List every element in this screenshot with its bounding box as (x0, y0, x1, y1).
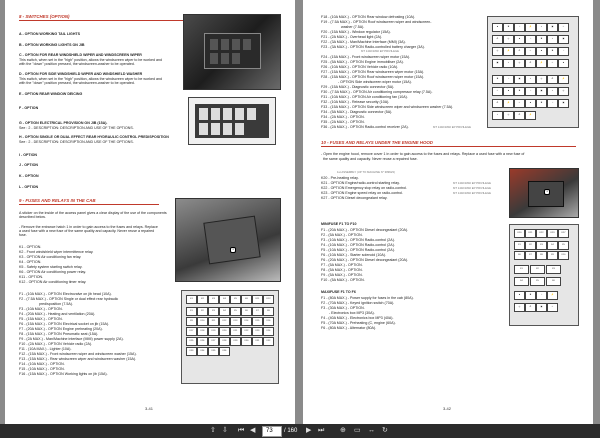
serial-note: MT 1440/1840 EP PRIVILEGE (453, 186, 491, 190)
switch-h: H - OPTION SINGLE OR DUAL EFFECT REAR HYDRAULIC CONTROL PREDISPOSITION (19, 135, 169, 139)
right-page (303, 0, 593, 424)
fuse-row: F23 - (3A MAX.) - OPTION Radio-controlled battery charger (3A). (321, 45, 425, 49)
down-arrow-icon[interactable]: ⇩ (222, 427, 228, 434)
fuse-row: F2 - (70A MAX.) - Keyed ignition switch (70A). (321, 301, 395, 305)
total-pages: / 160 (284, 428, 298, 434)
fuse-row: F36 - (2A MAX.) - OPTION Radio-control receiver (2A). (321, 125, 409, 129)
fuse-row: F4 - (20A MAX.) - Heating and ventilation (20A). (19, 312, 96, 316)
fuse-row: F29 - (15A MAX.) - Diagnostic connector (5A). (321, 85, 395, 89)
zoom-in-icon[interactable]: ⊕ (340, 427, 346, 434)
fuse-row: F30 - (7.5A MAX.) - OPTION Air conditioning compressor relay (7.5A). (321, 90, 433, 94)
fuse-row: F4 - (10A MAX.) - OPTION Radio-control (2A). (321, 243, 395, 247)
fuse-row: F6 - (15A MAX.) - OPTION Electrical socket on jib (15A). (19, 322, 110, 326)
switch-d-text-2: with the "down" position pressed, the windscreen-washer to be operated. (19, 81, 135, 85)
fuse-row: F31 - (10A MAX.) - OPTION Air conditioning fan (10A). (321, 95, 408, 99)
section-9-text-1: A sticker on the inside of the access panel gives a clear display of the use of the components (19, 211, 167, 215)
serial-note: MT 1440/1840 EP PRIVILEGE (453, 181, 491, 185)
engine-fuse-diagram: K20 K21 K22 K23 K27 F1 F2 F3 F4 F5 F6 F7 F8 F9 F10 F1 F2 F3 F4 F5 F6 ▲ ✱ ☼ ⚡ ◎ ⚙ ▣ ♨ (509, 224, 579, 326)
switch-b: B - OPTION WORKING LIGHTS ON JIB (19, 43, 85, 47)
fuse-row: F3 - (10A MAX.) - OPTION. (19, 307, 63, 311)
switch-k: K - OPTION (19, 174, 39, 178)
fuse-row: F1 - (20A MAX.) - OPTION Diesel decongealant (20A). (321, 228, 409, 232)
fuse-row: F8 - (15A MAX.) - OPTION Pneumatic seat (15A). (19, 332, 99, 336)
fuse-row: F4 - (40A MAX.) - Electronics box MP3 (40A). (321, 316, 394, 320)
fuse-row: F1 - (80A MAX.) - Power supply for fuses in the cab (80A). (321, 296, 414, 300)
fuse-row: F34 - (2A MAX.) - OPTION. (321, 115, 365, 119)
fuse-row: F2 - (5A MAX.) - OPTION. (321, 233, 363, 237)
section-10-title: 10 - FUSES AND RELAYS UNDER THE ENGINE HOOD (321, 140, 433, 145)
fuse-row: F20 - (15A MAX.) - Window regulator (15A). (321, 30, 391, 34)
cab-fuse-legend-diagram: ▲ ✱ ☼ ⚡ ◐ ▣ ♨ ⚙ ◎ ▲ ☼ ✱ ◐ ▣ ◎ ⚡ ⚙ ♨ ▲ ✱ ☼ ▣ ◐ ◎ ⚙ ⚡ ♨ ▲ ✱ ☼ ▣ ◐ ◎ ⚙ ⚡ ♨ ▲ ✱ ☼ ▣ ◐ ◎ ⚙ ⚡ ♨ ▲ ✱ ☼ ▣ ◐ ◎ ⚙ ⚡ (487, 16, 579, 128)
switch-e: E - OPTION REAR WINDOW DEICING (19, 92, 83, 96)
section-9-text2-2: a used fuse with a new fuse of the same quality and capacity. Never reuse a repaired (19, 229, 155, 233)
switch-j: J - OPTION (19, 163, 38, 167)
fuse-row: F9 - (5A MAX.) - OPTION. (321, 273, 363, 277)
fuse-row: F19 - (7.5A MAX.) - OPTION Roof windscreen wiper and windscreen- (321, 20, 432, 24)
engine-hood-photo: 1 (509, 168, 579, 218)
fuse-row: - Electronics box MP3 (30A). (321, 311, 375, 315)
fuse-row: F21 - (2A MAX.) - Overhead light (2A). (321, 35, 383, 39)
prev-page-icon[interactable]: ◀ (250, 427, 256, 434)
relay-row: K12 - OPTION Air conditioning timer relay. (19, 280, 87, 284)
assembly-note: 1st ASSEMBLY (UP TO MACHINE N° 389923) (337, 170, 395, 174)
relay-row: K23 - OPTION Engine speed relay on radio-control. (321, 191, 404, 195)
fuse-row: F22 - (3A MAX.) - Man/Machine Interface (MMI) (3A). (321, 40, 406, 44)
fuse-row: washer (7.5A). (321, 25, 365, 29)
fit-page-icon[interactable]: ▭ (354, 427, 361, 434)
relay-row: K20 - Pre-heating relay. (321, 176, 359, 180)
fuse-row: F24 - (15A MAX.) - Front windscreen wiper motor (15A). (321, 55, 411, 59)
section-8-title: 8 - SWITCHES (OPTION) (19, 14, 70, 19)
fuse-row: F5 - (15A MAX.) - OPTION. (19, 317, 63, 321)
relay-row: K6 - OPTION Air conditioning power relay. (19, 270, 87, 274)
fuse-row: F5 - (70A MAX.) - Preheating (C, engine (60A). (321, 321, 396, 325)
switch-i: I - OPTION (19, 153, 37, 157)
relay-row: K27 - OPTION Diesel decongealant relay. (321, 196, 388, 200)
cab-fuse-diagram: K1 K2 K3 K4 K5 K6 K11 K12 F1 F2 F3 F4 F5 F6 F7 F8 F9 F10 F11 F12 F13 F14 F15 F16 F17 F18 F19 F20 F21 F22 F23 F24 F25 F26 F27 F28 F29 F30 F31 F32 F33 F34 F35 F36 (181, 290, 279, 384)
relay-row: K5 - Safety system starting switch relay. (19, 265, 83, 269)
viewer-toolbar (0, 424, 600, 438)
fuse-row: F3 - (30A MAX.) - OPTION. (321, 306, 365, 310)
section-9-title: 9 - FUSES AND RELAYS IN THE CAB (19, 198, 96, 203)
fuse-row: F35 - (2A MAX.) - OPTION. (321, 120, 365, 124)
maxifuse-title: MAXIFUSE F1 TO F6 (321, 290, 356, 294)
fuse-row: F6 - (10A MAX.) - Starter solenoid (10A). (321, 253, 386, 257)
fuse-row: F6 - (80A MAX.) - Alternator (80A). (321, 326, 377, 330)
switch-f: F - OPTION (19, 106, 39, 110)
fuse-row: F7 - (5A MAX.) - OPTION. (321, 263, 363, 267)
fuse-row: F2 - (7.5A MAX.) - OPTION Single or dual effect rear hydraulic (19, 297, 119, 301)
left-page (5, 0, 295, 424)
cab-access-photo: 1 (175, 198, 281, 282)
section-9-text2-1: - Remove the entrance hatch 1 in order to gain access to the fuses and relays. Replace (19, 225, 158, 229)
rotate-icon[interactable]: ↻ (382, 427, 388, 434)
fuse-row: F11 - (10A MAX.) - Lighter (10A). (19, 347, 72, 351)
section-9-text-2: described below. (19, 215, 46, 219)
fuse-row: F12 - (15A MAX.) - Front windscreen wiper and windscreen washer (15A). (19, 352, 137, 356)
fuse-row: F14 - (10A MAX.) - OPTION. (19, 362, 65, 366)
fuse-row: F6 - (20A MAX.) - OPTION Diesel decongealant (20A). (321, 258, 409, 262)
switches-photo (183, 14, 281, 90)
switch-panel-diagram (188, 97, 276, 145)
next-page-icon[interactable]: ▶ (306, 427, 312, 434)
page-number: 3-41 (145, 406, 154, 411)
switch-g-text: See : 2 - DESCRIPTION: DESCRIPTION AND USE OF THE OPTIONS. (19, 126, 134, 130)
switch-h-text: See : 2 - DESCRIPTION: DESCRIPTION AND USE OF THE OPTIONS. (19, 140, 134, 144)
fuse-row: F1 - (10A MAX.) - OPTION Electrovalve on jib head (10A). (19, 292, 112, 296)
fuse-row: F5 - (10A MAX.) - OPTION Radio-control (2A). (321, 248, 395, 252)
first-page-icon[interactable]: ⏮ (238, 427, 245, 434)
fuse-row: predisposition (7.5A). (19, 302, 73, 306)
switch-a: A - OPTION WORKING TAIL LIGHTS (19, 32, 81, 36)
minifuse-title: MINIFUSE F1 TO F10 (321, 222, 357, 226)
switch-l: L - OPTION (19, 185, 39, 189)
switch-d-text-1: This switch, when set in the "high" position, allows the windscreen wiper to be worked and (19, 77, 162, 81)
fuse-row: F3 - (10A MAX.) - OPTION Radio-control (2A). (321, 238, 395, 242)
relay-row: K22 - OPTION Emergency stop relay on radio-control. (321, 186, 408, 190)
fuse-row: F9 - (2A MAX.) - Man/Machine interface (MMI) power supply (2A). (19, 337, 124, 341)
relay-row: K11 - OPTION. (19, 275, 44, 279)
fuse-row: F13 - (15A MAX.) - Rear windscreen wiper and windscreen washer (15A). (19, 357, 137, 361)
switch-g: G - OPTION ELECTRICAL PROVISION ON JIB (15A). (19, 121, 108, 125)
section-10-text-1: - Open the engine hood, remove cover 1 in order to gain access to the fuses and relays. Replace a used fuse with a new fuse of (321, 152, 525, 156)
fuse-row: F34 - (5A MAX.) - Diagnostic connector (5A). (321, 110, 393, 114)
fuse-row: F25 - (5A MAX.) - OPTION Engine immobiliser (2A). (321, 60, 404, 64)
last-page-icon[interactable]: ⏭ (318, 427, 325, 434)
switch-d: D - OPTION FOR SIDE WINDSHIELD WIPER AND WINDSHIELD WASHER (19, 72, 143, 76)
serial-note: MT 1440/1840 EP PRIVILEGE (453, 191, 491, 195)
page-number-input[interactable]: 73 (262, 426, 282, 437)
fuse-row: F7 - (20A MAX.) - OPTION Engine preheating (20A). (19, 327, 103, 331)
fuse-row: F10 - (5A MAX.) - OPTION. (321, 278, 365, 282)
switch-c-text-1: This switch, when set in the "high" position, allows the windscreen wiper to be worked and (19, 58, 162, 62)
relay-row: K3 - OPTION Air conditioning fan relay. (19, 255, 82, 259)
fuse-row: F8 - (5A MAX.) - OPTION. (321, 268, 363, 272)
fuse-row: F33 - (15A MAX.) - OPTION Side windscreen wiper and windscreen washer (7.5A). (321, 105, 454, 109)
fit-width-icon[interactable]: ↔ (368, 427, 375, 434)
fuse-row: F26 - (10A MAX.) - OPTION Vehicle radio (10A). (321, 65, 399, 69)
fuse-row: F32 - (10A MAX.) - Release security (10A). (321, 100, 390, 104)
relay-row: K4 - OPTION. (19, 260, 42, 264)
fuse-row: F10 - (2A MAX.) - OPTION Vehicle radio (2A). (19, 342, 93, 346)
switch-c-text-2: with the "down" position pressed, the windscreen-washer to be operated. (19, 62, 135, 66)
fuse-row: F27 - (15A MAX.) - OPTION Rear windscreen wiper motor (15A). (321, 70, 425, 74)
fuse-row: - OPTION Side windscreen wiper motor (15A). (321, 80, 412, 84)
fuse-row: F15 - (10A MAX.) - OPTION. (19, 367, 65, 371)
section-10-text-2: the same quality and capacity. Never reuse a repaired fuse. (321, 157, 418, 161)
up-arrow-icon[interactable]: ⇧ (210, 427, 216, 434)
fuse-row: F16 - (15A MAX.) - OPTION Working lights on jib (15A). (19, 372, 108, 376)
relay-row: K2 - Front windshield wiper intermittence relay. (19, 250, 94, 254)
switch-c: C - OPTION FOR REAR WINDSHIELD WIPER AND WINDSCREEN WIPER (19, 53, 142, 57)
fuse-row: F18 - (10A MAX.) - OPTION Rear window defrosting (10A). (321, 15, 416, 19)
relay-row: K21 - OPTION Engine/radio-control starting relay. (321, 181, 400, 185)
serial-note: MT 1440/1840 EP PRIVILEGE (433, 125, 471, 129)
serial-note: MT 1440/1840 EP PRIVILEGE (361, 49, 399, 53)
page-number: 3-42 (443, 406, 452, 411)
relay-row: K1 - OPTION. (19, 245, 42, 249)
section-9-text2-3: fuse. (19, 233, 27, 237)
fuse-row: F28 - (15A MAX.) - OPTION Roof windscreen wiper motor (15A). (321, 75, 425, 79)
